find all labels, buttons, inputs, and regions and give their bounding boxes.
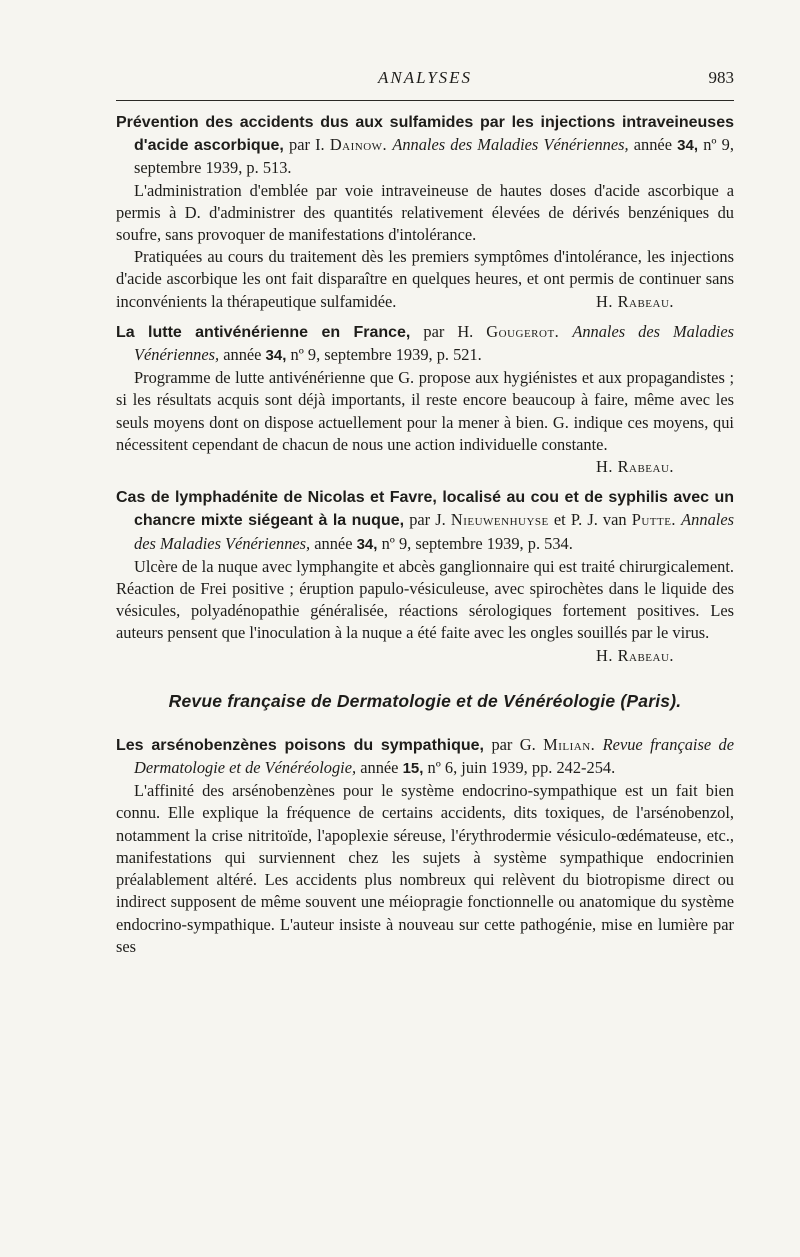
article-by: par I.	[289, 135, 325, 155]
article-4	[116, 734, 734, 958]
article-paragraph	[116, 367, 734, 478]
article-title: Prévention des accidents dus aux sulfamides par les injections intraveineuses d'acide ascorbique,	[116, 114, 734, 155]
article-paragraph-text: Pratiquées au cours du traitement dès les premiers symptômes d'intolérance, les injections d'acide ascorbique les ont fait disparaître en quelques heures, et ont permis de continuer sans inconvénients la thérapeutique sulfamidée.	[116, 247, 734, 311]
article-1-heading	[116, 111, 734, 180]
running-head-title: ANALYSES	[377, 68, 473, 87]
article-paragraph	[116, 556, 734, 667]
article-paragraph-text: Ulcère de la nuque avec lymphangite et abcès ganglionnaire qui est traité chirurgicalement. Réaction de Frei positive ; éruption papulo-vésiculeuse, avec spirochètes dans le liquide des vésicules, polyadénopathie généralisée, réactions sérologiques fortement positives. Les auteurs pensent que l'inoculation à la nuque a été faite avec les ongles souillés par le virus.	[116, 556, 734, 643]
section-title: Revue française de Dermatologie et de Vénéréologie (Paris).	[168, 690, 682, 711]
article-signature: H. Rabeau.	[596, 645, 674, 665]
article-title: Cas de lymphadénite de Nicolas et Favre, localisé au cou et de syphilis avec un chancre mixte siégeant à la nuque,	[116, 489, 734, 530]
article-issue: nº 9, septembre 1939, p. 534.	[381, 533, 573, 553]
article-year-label: année	[223, 345, 262, 365]
article-paragraph	[116, 246, 734, 313]
article-issue: nº 6, juin 1939, pp. 242-254.	[427, 758, 616, 778]
running-head	[116, 66, 734, 90]
article-journal: Annales des Maladies Vénériennes,	[134, 510, 734, 553]
article-author: Gougerot.	[486, 321, 560, 341]
article-4-heading	[116, 734, 734, 780]
article-signature: H. Rabeau.	[596, 457, 674, 477]
article-author: Milian.	[543, 734, 596, 754]
article-author-2: Putte.	[631, 510, 677, 530]
header-rule	[116, 100, 734, 101]
article-signature: H. Rabeau.	[596, 291, 674, 311]
article-3	[116, 486, 734, 667]
article-1	[116, 111, 734, 313]
page-number: 983	[708, 68, 734, 87]
article-issue: nº 9, septembre 1939, p. 513.	[134, 135, 734, 178]
article-year: 34,	[265, 347, 287, 365]
article-paragraph: L'affinité des arsénobenzènes pour le système endocrino-sympathique est un fait bien connu. Elle explique la fréquence de certains accidents, dits toxiques, de l'arsénobenzol, notamment la crise nitritoïde, l'apoplexie séreuse, l'érythrodermie vésiculo-œdémateuse, etc., manifestations qui surviennent chez les sujets à système sympathique endocrinien préalablement altéré. Les accidents plus nombreux qui relèvent du biotropisme direct ou indirect supposent de même souvent une méiopragie fonctionnelle ou anatomique du système endocrino-sympathique. L'auteur insiste à nouveau sur cette pathogénie, mise en lumière par ses	[116, 781, 734, 956]
article-by: par H.	[423, 321, 474, 341]
article-paragraph-text: Programme de lutte antivénérienne que G. propose aux hygiénistes et aux propagandistes ; si les résultats acquis sont déjà importants, il reste encore beaucoup à faire, même avec les seuls moyens dont on dispose actuellement pour la mener à bien. G. indique ces moyens, qui nécessitent cependant de chacun de nous une action individuelle constante.	[116, 368, 734, 454]
article-title: Les arsénobenzènes poisons du sympathique,	[116, 736, 485, 754]
article-year-label: année	[633, 135, 672, 155]
article-by: par G.	[491, 734, 536, 754]
article-year: 15,	[402, 760, 424, 778]
article-2-heading	[116, 321, 734, 367]
article-journal: Annales des Maladies Vénériennes,	[134, 321, 734, 365]
article-year: 34,	[356, 535, 378, 553]
article-year-label: année	[314, 533, 353, 553]
article-author: Dainow.	[329, 135, 388, 155]
article-author: Nieuwenhuyse	[450, 510, 549, 530]
article-title: La lutte antivénérienne en France,	[116, 323, 411, 341]
article-journal: Revue française de Dermatologie et de Vénéréologie,	[134, 734, 734, 778]
article-and: et P. J. van	[553, 510, 627, 530]
article-3-heading	[116, 486, 734, 556]
article-year-label: année	[360, 758, 399, 778]
journal-page	[116, 66, 734, 958]
article-journal: Annales des Maladies Vénériennes,	[392, 135, 629, 155]
article-by: par J.	[409, 510, 446, 530]
article-2	[116, 321, 734, 478]
article-year: 34,	[677, 137, 699, 155]
article-paragraph: L'administration d'emblée par voie intraveineuse de hautes doses d'acide ascorbique a permis à D. d'administrer des quantités relativement élevées de dérivés benzéniques du soufre, sans provoquer de manifestations d'intolérance.	[116, 180, 734, 245]
article-issue: nº 9, septembre 1939, p. 521.	[290, 345, 482, 365]
